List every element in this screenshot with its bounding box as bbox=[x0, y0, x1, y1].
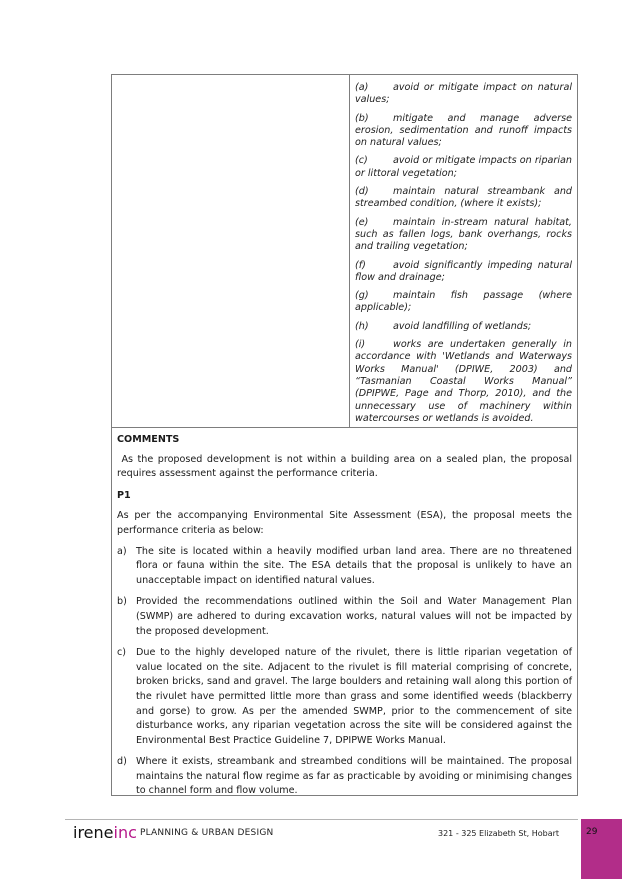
comments-intro: As the proposed development is not within a building area on a sealed plan, the proposal requires assessment against the performance criteria. bbox=[117, 453, 572, 480]
page-number-tab bbox=[581, 819, 622, 879]
assessment-table bbox=[111, 74, 578, 796]
list-item: b) Provided the recommendations outlined within the Soil and Water Management Plan (SWMP) are adhered to during excavation works, natural values will not be impacted by the proposed development. bbox=[117, 596, 572, 637]
criteria-row bbox=[112, 75, 577, 428]
company-logo: ireneinc bbox=[73, 823, 137, 842]
site-address: 321 - 325 Elizabeth St, Hobart bbox=[438, 829, 560, 838]
list-item: c) Due to the highly developed nature of the rivulet, there is little riparian vegetation of value located on the site. Adjacent to the rivulet is fill material comprising of concrete, broken bricks, sand and gravel. The large boulders and retaining wall along this portion of the rivulet have permitted little more than grass and some identified weeds (blackberry and gorse) to grow. As per the amended SWMP, prior to the commencement of site disturbance works, any riparian vegetation across the site will be considered against the Environmental Best Practice Guideline 7, DPIPWE Works Manual. bbox=[117, 647, 572, 746]
comments-cell bbox=[112, 427, 577, 806]
criterion-i: (i) works are undertaken generally in accordance with 'Wetlands and Waterways Works Manual' (DPIWE, 2003) and “Tasmanian Coastal Works Manual” (DPIPWE, Page and Thorp, 2010), and the unnecessary use of machinery within watercourses or wetlands is avoided. bbox=[355, 339, 572, 424]
criterion-d: (d) maintain natural streambank and streambed condition, (where it exists); bbox=[355, 186, 572, 210]
list-item: a) The site is located within a heavily modified urban land area. There are no threatened flora or fauna within the site. The ESA details that the proposal is unlikely to have an unacceptable impact on identified natural values. bbox=[117, 545, 572, 586]
comments-heading: COMMENTS bbox=[117, 434, 180, 445]
criterion-f: (f) avoid significantly impeding natural flow and drainage; bbox=[355, 259, 572, 283]
esa-paragraph: As per the accompanying Environmental Site Assessment (ESA), the proposal meets the performance criteria as below: bbox=[117, 510, 572, 536]
p1-label: P1 bbox=[117, 489, 131, 501]
company-tagline: PLANNING & URBAN DESIGN bbox=[140, 828, 274, 838]
criterion-b: (b) mitigate and manage adverse erosion, sedimentation and runoff impacts on natural values; bbox=[355, 112, 572, 149]
list-item: d) Where it exists, streambank and streambed conditions will be maintained. The proposal maintains the natural flow regime as far as practicable by avoiding or minimising changes to channel form and flow volume. bbox=[117, 756, 572, 797]
criterion-a: (a) avoid or mitigate impact on natural values; bbox=[355, 82, 572, 106]
footer-divider bbox=[65, 819, 578, 820]
criteria-cell bbox=[349, 75, 577, 427]
criterion-e: (e) maintain in-stream natural habitat, such as fallen logs, bank overhangs, rocks and trailing vegetation; bbox=[355, 216, 572, 253]
criterion-h: (h) avoid landfilling of wetlands; bbox=[355, 320, 532, 332]
empty-cell bbox=[112, 75, 349, 427]
page-number: 29 bbox=[586, 827, 598, 837]
criterion-c: (c) avoid or mitigate impacts on riparian or littoral vegetation; bbox=[355, 155, 572, 179]
criterion-g: (g) maintain fish passage (where applicable); bbox=[355, 290, 572, 314]
